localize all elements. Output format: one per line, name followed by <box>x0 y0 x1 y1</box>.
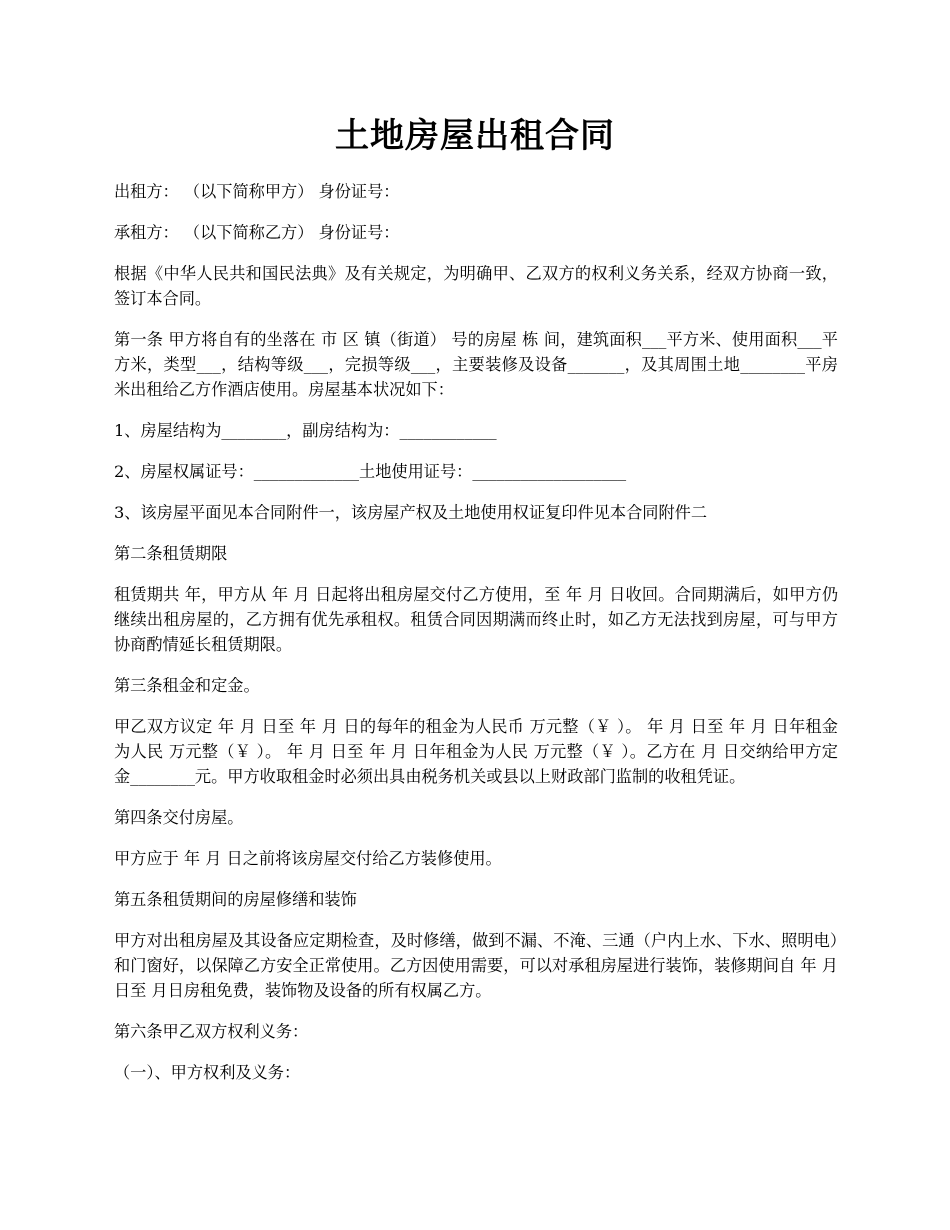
paragraph-lessor: 出租方： （以下简称甲方） 身份证号： <box>114 182 400 201</box>
heading-article-3: 第三条租金和定金。 <box>114 676 260 695</box>
paragraph-article-3: 甲乙双方议定 年 月 日至 年 月 日的每年的租金为人民币 万元整（￥ ）。 年 月 日至 年 月 日年租金为人民 万元整（￥ ）。 年 月 日至 年 月 日年租金为人民 万元整（￥ ）。乙方在 月 日交纳给甲方定金________元。甲方收取租金时必须出具由税务机关或县以上财政部门监制的收租凭证。 <box>114 717 838 786</box>
paragraph-preamble: 根据《中华人民共和国民法典》及有关规定，为明确甲、乙双方的权利义务关系，经双方协商一致，签订本合同。 <box>114 264 838 308</box>
paragraph-article-4: 甲方应于 年 月 日之前将该房屋交付给乙方装修使用。 <box>114 849 502 868</box>
paragraph-article-2: 租赁期共 年，甲方从 年 月 日起将出租房屋交付乙方使用，至 年 月 日收回。合同期满后，如甲方仍继续出租房屋的，乙方拥有优先承租权。租赁合同因期满而终止时，如乙方无法找到房屋，可与甲方协商酌情延长租赁期限。 <box>114 585 838 654</box>
paragraph-item-2: 2、房屋权属证号：_____________土地使用证号：___________________ <box>114 462 627 481</box>
heading-party-a-rights: （一）、甲方权利及义务： <box>114 1063 301 1082</box>
paragraph-item-3: 3、该房屋平面见本合同附件一，该房屋产权及土地使用权证复印件见本合同附件二 <box>114 503 708 522</box>
heading-article-4: 第四条交付房屋。 <box>114 808 244 827</box>
paragraph-article-5: 甲方对出租房屋及其设备应定期检查，及时修缮，做到不漏、不淹、三通（户内上水、下水、照明电）和门窗好，以保障乙方安全正常使用。乙方因使用需要，可以对承租房屋进行装饰，装修期间自 年 月 日至 月日房租免费，装饰物及设备的所有权属乙方。 <box>114 931 838 1000</box>
page-title: 土地房屋出租合同 <box>335 116 615 156</box>
heading-article-2: 第二条租赁期限 <box>114 544 228 563</box>
document-body <box>114 179 838 1101</box>
heading-article-6: 第六条甲乙双方权利义务： <box>114 1022 309 1041</box>
paragraph-item-1: 1、房屋结构为________，副房结构为：____________ <box>114 421 497 440</box>
paragraph-article-1: 第一条 甲方将自有的坐落在 市 区 镇（街道） 号的房屋 栋 间，建筑面积___平方米、使用面积___平方米，类型___，结构等级___，完损等级___，主要装修及设备_______，及其周围土地________平房米出租给乙方作酒店使用。房屋基本状况如下： <box>114 330 838 399</box>
heading-article-5: 第五条租赁期间的房屋修缮和装饰 <box>114 890 357 909</box>
paragraph-lessee: 承租方： （以下简称乙方） 身份证号： <box>114 223 400 242</box>
